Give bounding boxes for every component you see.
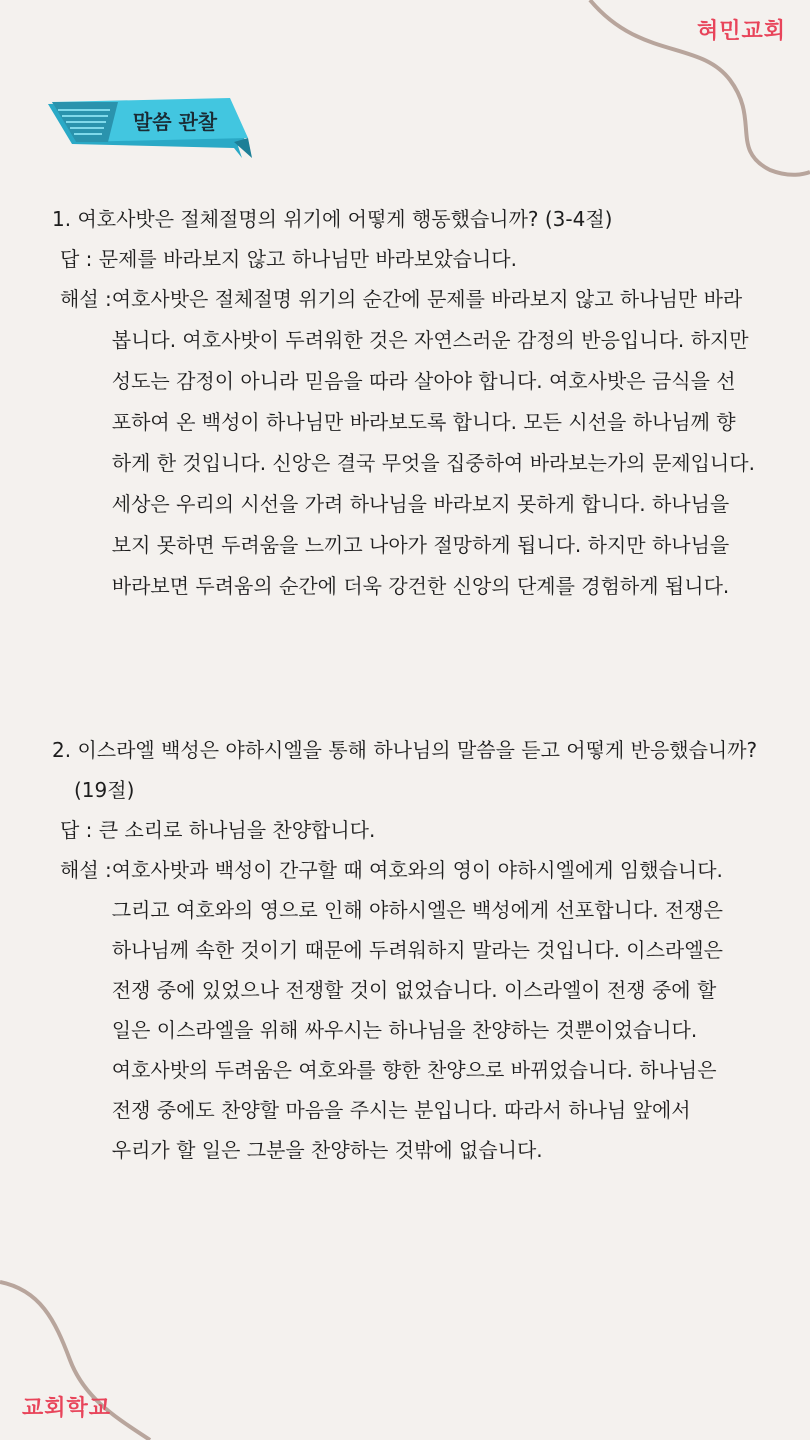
banner-title: 말씀 관찰 [132, 110, 218, 134]
church-school-logo-bottom: 교회학교 [22, 1396, 112, 1421]
explanation-line: 전쟁 중에 있었으나 전쟁할 것이 없었습니다. 이스라엘이 전쟁 중에 할 [111, 978, 717, 1002]
explanation-line: 여호사밧은 절체절명 위기의 순간에 문제를 바라보지 않고 하나님만 바라 [111, 287, 743, 311]
explanation-block [60, 850, 792, 1170]
explanation-line: 여호사밧의 두려움은 여호와를 향한 찬양으로 바뀌었습니다. 하나님은 [111, 1058, 717, 1082]
explanation-line: 봅니다. 여호사밧이 두려워한 것은 자연스러운 감정의 반응입니다. 하지만 [111, 328, 749, 352]
question-text-continued: (19절) [74, 778, 135, 802]
explanation-line: 포하여 온 백성이 하나님만 바라보도록 합니다. 모든 시선을 하나님께 향 [111, 410, 736, 434]
explanation-line: 여호사밧과 백성이 간구할 때 여호와의 영이 야하시엘에게 임했습니다. [111, 858, 723, 882]
section-banner [48, 98, 258, 164]
question-text: 2. 이스라엘 백성은 야하시엘을 통해 하나님의 말씀을 듣고 어떻게 반응했습니까? [52, 738, 758, 762]
church-logo-top: 혀민교회 [696, 19, 786, 44]
answer-text: 답 : 큰 소리로 하나님을 찬양합니다. [60, 818, 376, 842]
explanation-line: 그리고 여호와의 영으로 인해 야하시엘은 백성에게 선포합니다. 전쟁은 [111, 898, 723, 922]
explanation-line: 하나님께 속한 것이기 때문에 두려워하지 말라는 것입니다. 이스라엘은 [111, 938, 723, 962]
explanation-label: 해설 : [60, 287, 112, 311]
explanation-line: 우리가 할 일은 그분을 찬양하는 것밖에 없습니다. [111, 1138, 543, 1162]
explanation-line: 일은 이스라엘을 위해 싸우시는 하나님을 찬양하는 것뿐이었습니다. [111, 1018, 698, 1042]
explanation-line: 바라보면 두려움의 순간에 더욱 강건한 신앙의 단계를 경험하게 됩니다. [111, 574, 730, 598]
explanation-line: 성도는 감정이 아니라 믿음을 따라 살아야 합니다. 여호사밧은 금식을 선 [111, 369, 736, 393]
explanation-line: 하게 한 것입니다. 신앙은 결국 무엇을 집중하여 바라보는가의 문제입니다. [111, 451, 755, 475]
explanation-line: 전쟁 중에도 찬양할 마음을 주시는 분입니다. 따라서 하나님 앞에서 [111, 1098, 691, 1122]
explanation-block [60, 279, 792, 607]
explanation-label: 해설 : [60, 858, 112, 882]
explanation-line: 보지 못하면 두려움을 느끼고 나아가 절망하게 됩니다. 하지만 하나님을 [111, 533, 730, 557]
answer-text: 답 : 문제를 바라보지 않고 하나님만 바라보았습니다. [60, 247, 517, 271]
explanation-line: 세상은 우리의 시선을 가려 하나님을 바라보지 못하게 합니다. 하나님을 [111, 492, 730, 516]
question-section-1 [52, 199, 792, 607]
question-text: 1. 여호사밧은 절체절명의 위기에 어떻게 행동했습니까? (3-4절) [52, 207, 613, 231]
question-section-2 [52, 730, 792, 1170]
